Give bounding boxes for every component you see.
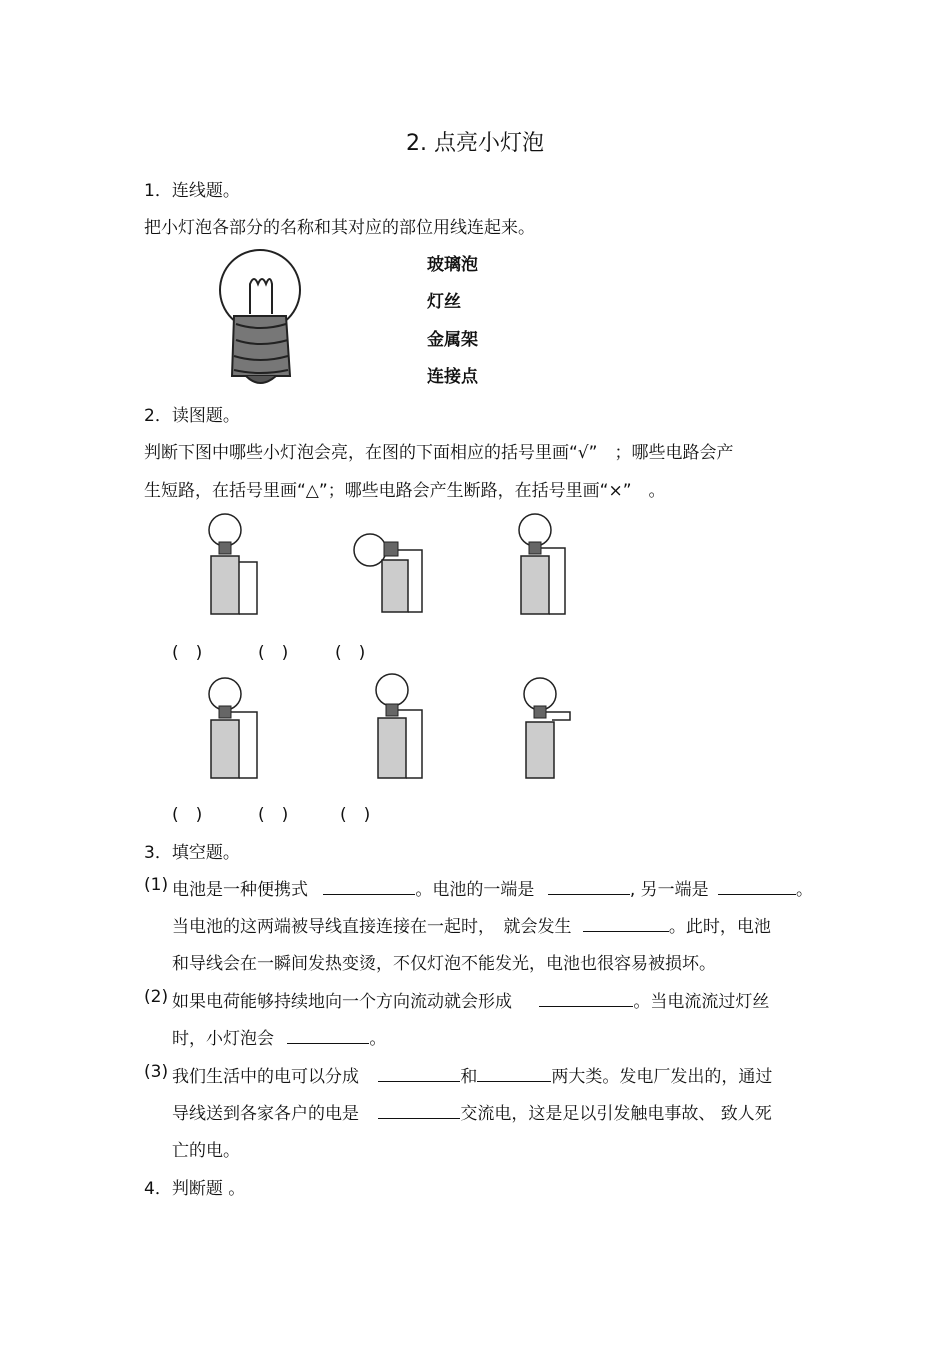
q3-item3-line2-a: 导线送到各家各户的电是 [172, 1104, 359, 1124]
q3-item1-number: (1) [144, 875, 169, 895]
q3-item1-text-b: 。电池的一端是 [415, 880, 535, 900]
q3-item1-text-a: 电池是一种便携式 [172, 880, 308, 900]
q3-item3-text-a: 我们生活中的电可以分成 [172, 1067, 359, 1087]
blank-electricity-type-1[interactable] [378, 1067, 460, 1082]
q3-item3-number: (3) [144, 1062, 169, 1082]
blank-electricity-type-2[interactable] [477, 1067, 551, 1082]
q2-text-line1: 判断下图中哪些小灯泡会亮，在图的下面相应的括号里画“√” ；哪些电路会产 [144, 443, 734, 463]
q3-item1-text-c: , 另一端是 [629, 880, 709, 900]
answer-paren-5[interactable]: ( ) [258, 805, 289, 825]
q3-item1-line2-a: 当电池的这两端被导线直接连接在一起时， 就会发生 [172, 917, 572, 937]
blank-short-circuit[interactable] [583, 917, 669, 932]
blank-portable-type[interactable] [323, 880, 415, 895]
answer-paren-1[interactable]: ( ) [172, 643, 203, 663]
q3-item1-line3: 和导线会在一瞬间发热变烫，不仅灯泡不能发光，电池也很容易被损坏。 [172, 954, 716, 974]
q3-item1-line2-b: 。此时，电池 [668, 917, 771, 937]
light-bulb-diagram [210, 244, 310, 390]
page-title: 2. 点亮小灯泡 [406, 131, 544, 156]
answer-paren-3[interactable]: ( ) [335, 643, 366, 663]
label-filament: 灯丝 [427, 292, 461, 312]
q1-heading: 1．连线题。 [144, 181, 240, 201]
answer-paren-4[interactable]: ( ) [172, 805, 203, 825]
label-glass-bulb: 玻璃泡 [427, 255, 478, 275]
label-connection-point: 连接点 [427, 367, 478, 387]
answer-paren-2[interactable]: ( ) [258, 643, 289, 663]
label-metal-frame: 金属架 [427, 330, 478, 350]
blank-electric-current[interactable] [539, 992, 633, 1007]
q3-item3-text-c: 两大类。发电厂发出的，通过 [551, 1067, 773, 1087]
q3-item1-text-d: 。 [796, 880, 814, 900]
blank-household-electricity[interactable] [378, 1104, 460, 1119]
blank-battery-end-1[interactable] [548, 880, 630, 895]
q3-item3-line3: 亡的电。 [172, 1141, 240, 1161]
q3-item2-line2-a: 时，小灯泡会 [172, 1029, 274, 1049]
circuit-diagram-1 [205, 512, 265, 618]
q3-item2-number: (2) [144, 987, 169, 1007]
circuit-diagram-4 [205, 676, 265, 782]
q2-text-line2: 生短路，在括号里画“△”；哪些电路会产生断路，在括号里画“×” 。 [144, 481, 666, 501]
q3-item2-line2-b: 。 [369, 1029, 387, 1049]
q1-instruction: 把小灯泡各部分的名称和其对应的部位用线连起来。 [144, 218, 535, 238]
circuit-diagram-5 [372, 672, 434, 782]
q3-item3-line2-b: 交流电，这是足以引发触电事故、 致人死 [460, 1104, 772, 1124]
answer-paren-6[interactable]: ( ) [340, 805, 371, 825]
circuit-diagram-3 [515, 512, 575, 618]
q3-item2-text-a: 如果电荷能够持续地向一个方向流动就会形成 [172, 992, 512, 1012]
circuit-diagram-2 [352, 530, 432, 616]
blank-battery-end-2[interactable] [718, 880, 796, 895]
circuit-diagram-6 [520, 676, 574, 782]
q3-heading: 3．填空题。 [144, 843, 240, 863]
q3-item3-text-b: 和 [460, 1067, 478, 1087]
q2-heading: 2．读图题。 [144, 406, 240, 426]
q3-item2-text-b: 。当电流流过灯丝 [633, 992, 770, 1012]
blank-bulb-state[interactable] [287, 1029, 369, 1044]
q4-heading: 4．判断题 。 [144, 1179, 246, 1199]
